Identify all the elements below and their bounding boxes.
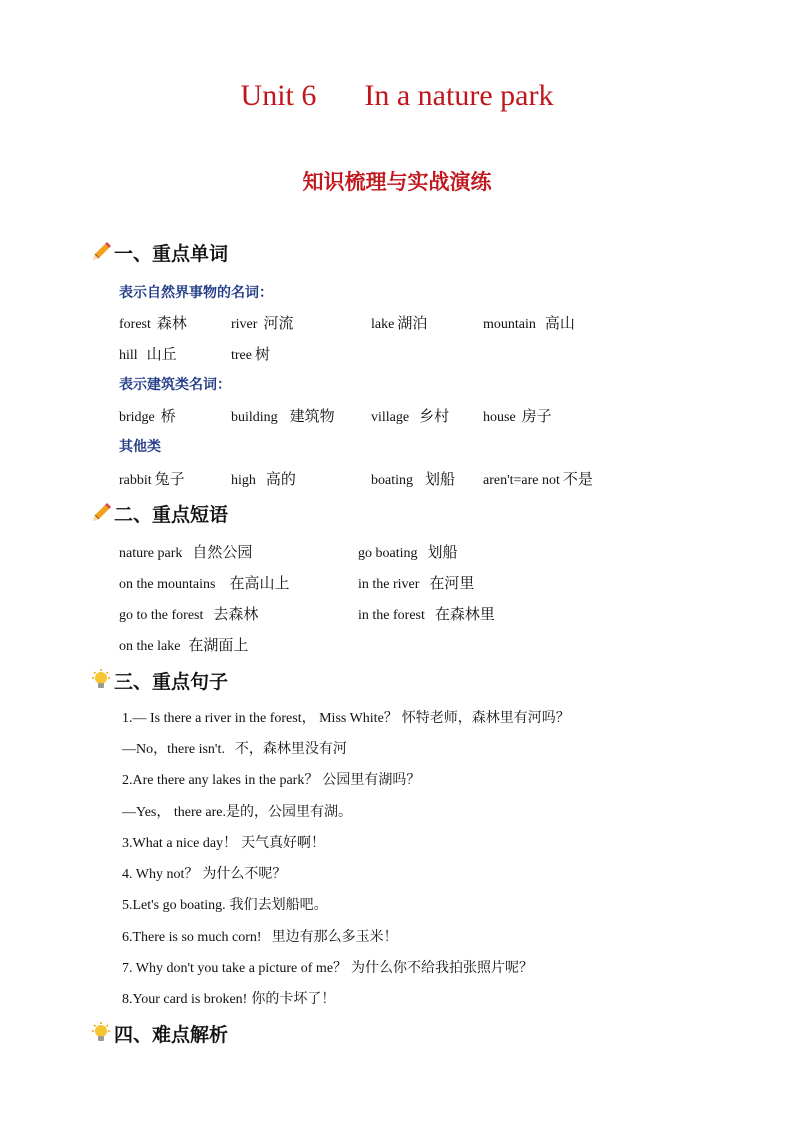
word-item: boating 划船 (371, 470, 456, 488)
word-item: bridge 桥 (119, 407, 176, 425)
sentence-item: 7. Why don't you take a picture of me？ 为什么你不给我拍张照片呢？ (122, 960, 534, 976)
section-heading-sentences (90, 667, 228, 693)
page-title (0, 79, 794, 113)
pencil-icon (90, 241, 112, 263)
phrase-item: on the mountains 在高山上 (119, 574, 290, 592)
word-item: building 建筑物 (231, 407, 335, 425)
sentence-item: 1.— Is there a river in the forest， Miss White？ 怀特老师，森林里有河吗？ (122, 710, 570, 726)
section-heading-difficult (90, 1020, 228, 1046)
sentence-item: —No，there isn't. 不，森林里没有河 (122, 741, 347, 757)
phrase-item: in the forest 在森林里 (358, 605, 495, 623)
section-heading-label: 二、重点短语 (114, 503, 229, 526)
section-heading-label: 一、重点单词 (114, 242, 229, 265)
word-item: tree 树 (231, 345, 270, 363)
word-item: aren't=are not 不是 (483, 470, 593, 488)
unit-number: Unit 6 (240, 79, 317, 112)
phrase-item: in the river 在河里 (358, 574, 475, 592)
sentence-item: 3.What a nice day！ 天气真好啊！ (122, 835, 326, 851)
word-item: high 高的 (231, 470, 296, 488)
page-subtitle: 知识梳理与实战演练 (302, 170, 492, 194)
word-item: village 乡村 (371, 407, 450, 425)
phrase-item: go boating 划船 (358, 543, 458, 561)
phrase-item: go to the forest 去森林 (119, 605, 259, 623)
pencil-icon (90, 502, 112, 524)
word-item: river 河流 (231, 314, 294, 332)
phrase-item: nature park 自然公园 (119, 543, 253, 561)
section-heading-words (90, 239, 228, 265)
sentence-item: —Yes， there are.是的，公园里有湖。 (122, 804, 352, 820)
unit-name: In a nature park (364, 79, 554, 112)
word-item: rabbit 兔子 (119, 470, 185, 488)
lightbulb-icon (90, 669, 112, 691)
word-item: mountain 高山 (483, 314, 575, 332)
word-item: house 房子 (483, 407, 552, 425)
category-other-label: 其他类 (119, 439, 161, 455)
sentence-item: 4. Why not？ 为什么不呢？ (122, 866, 287, 882)
phrase-item: on the lake 在湖面上 (119, 636, 249, 654)
category-building-label: 表示建筑类名词： (119, 377, 231, 393)
section-heading-label: 三、重点句子 (114, 670, 229, 693)
word-item: hill 山丘 (119, 345, 177, 363)
sentence-item: 2.Are there any lakes in the park？ 公园里有湖吗？ (122, 772, 421, 788)
sentence-item: 6.There is so much corn! 里边有那么多玉米！ (122, 929, 398, 945)
section-heading-phrases (90, 500, 228, 526)
word-item: forest 森林 (119, 314, 187, 332)
sentence-item: 5.Let's go boating. 我们去划船吧。 (122, 897, 328, 913)
section-heading-label: 四、难点解析 (114, 1023, 229, 1046)
word-item: lake 湖泊 (371, 314, 428, 332)
lightbulb-icon (90, 1022, 112, 1044)
sentence-item: 8.Your card is broken! 你的卡坏了！ (122, 991, 336, 1007)
category-nature-label: 表示自然界事物的名词： (119, 285, 273, 301)
